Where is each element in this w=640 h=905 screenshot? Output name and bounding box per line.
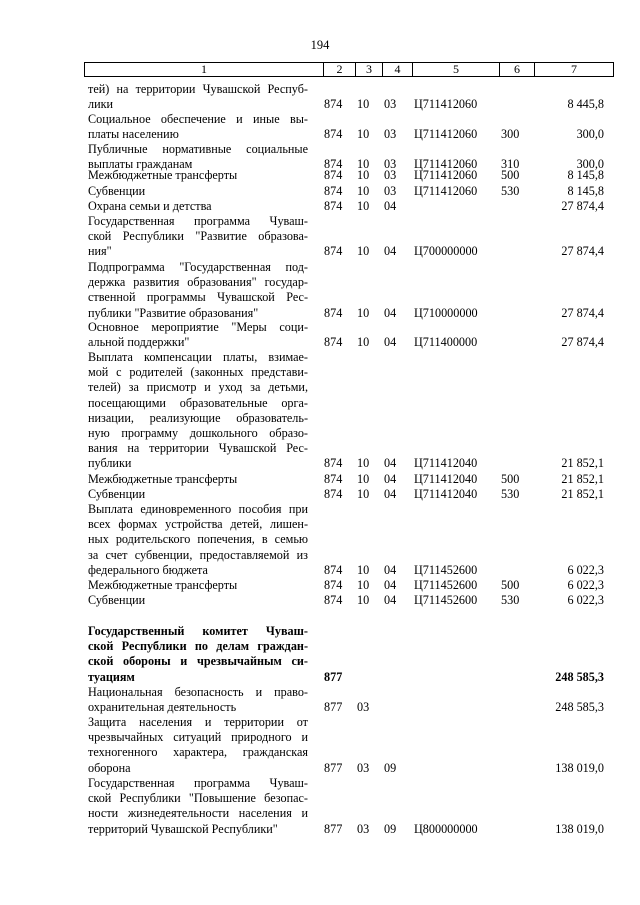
header-col-7: 7 bbox=[571, 62, 577, 76]
row-c5: Ц711412060 bbox=[414, 184, 478, 198]
row-description-line: ных родительского попечения, в семью bbox=[88, 532, 308, 547]
row-c6: 300 bbox=[501, 127, 520, 142]
row-description-line: ния" bbox=[88, 244, 112, 259]
row-description-line: всех формах устройства детей, лишен- bbox=[88, 517, 308, 532]
row-c7: 27 874,4 bbox=[561, 199, 604, 213]
row-description-line: Субвенции bbox=[88, 487, 146, 501]
row-c4: 04 bbox=[384, 487, 397, 501]
header-col-1: 1 bbox=[85, 63, 324, 76]
row-description-line: Основное мероприятие "Меры соци- bbox=[88, 320, 308, 334]
row-c5: Ц711412060 bbox=[414, 157, 478, 172]
row-c7: 300,0 bbox=[576, 127, 604, 142]
row-c7: 248 585,3 bbox=[555, 700, 604, 715]
row-description-line: Субвенции bbox=[88, 184, 146, 198]
row-description-line: федерального бюджета bbox=[88, 562, 208, 577]
row-c2: 874 bbox=[324, 199, 343, 213]
row-description-line: техногенного характера, гражданская bbox=[88, 745, 308, 760]
row-c4: 03 bbox=[384, 127, 397, 142]
row-description-line: низации, реализующие образователь- bbox=[88, 410, 308, 425]
row-c7: 138 019,0 bbox=[555, 760, 604, 775]
row-c5: Ц711412060 bbox=[414, 127, 478, 142]
row-c3: 10 bbox=[357, 305, 370, 320]
row-description-line: выплаты гражданам bbox=[88, 157, 193, 172]
row-c7: 6 022,3 bbox=[567, 562, 604, 577]
row-c2: 877 bbox=[324, 821, 343, 836]
row-c7: 6 022,3 bbox=[567, 593, 604, 607]
row-c7: 8 145,8 bbox=[567, 168, 604, 182]
row-c2: 874 bbox=[324, 472, 343, 486]
page-number: 194 bbox=[310, 38, 330, 52]
row-c2: 877 bbox=[324, 700, 343, 715]
row-description-line: ности жизнедеятельности населения и bbox=[88, 806, 308, 821]
row-description-line: вания на территории Чувашской Рес- bbox=[88, 441, 308, 456]
row-description-line: Подпрограмма "Государственная под- bbox=[88, 260, 308, 274]
row-description-line: Защита населения и территории от bbox=[88, 715, 308, 729]
row-c5: Ц711412040 bbox=[414, 456, 478, 471]
row-c4: 03 bbox=[384, 168, 397, 182]
row-c4: 03 bbox=[384, 184, 397, 198]
row-description-line: ской Республики "Повышение безопас- bbox=[88, 791, 308, 806]
row-c2: 874 bbox=[324, 244, 343, 259]
row-c2: 874 bbox=[324, 456, 343, 471]
row-c7: 300,0 bbox=[576, 157, 604, 172]
row-c5: Ц711412060 bbox=[414, 97, 478, 112]
row-description-line: ской обороны и чрезвычайным си- bbox=[88, 654, 308, 669]
row-c2: 874 bbox=[324, 184, 343, 198]
row-description-line: мой с родителей (законных представи- bbox=[88, 365, 308, 380]
row-c7: 8 145,8 bbox=[567, 184, 604, 198]
row-c3: 03 bbox=[357, 760, 370, 775]
row-description-line: телей) за присмотр и уход за детьми, bbox=[88, 380, 308, 395]
row-c2: 874 bbox=[324, 305, 343, 320]
row-description-line: территорий Чувашской Республики" bbox=[88, 821, 278, 836]
row-c7: 248 585,3 bbox=[555, 669, 604, 684]
row-description-line: оборона bbox=[88, 760, 131, 775]
row-c4: 04 bbox=[384, 244, 397, 259]
row-c2: 874 bbox=[324, 593, 343, 607]
row-description-line: ственной программы Чувашской Рес- bbox=[88, 290, 308, 305]
row-description-line: Межбюджетные трансферты bbox=[88, 168, 238, 182]
row-c3: 10 bbox=[357, 199, 370, 213]
row-c4: 04 bbox=[384, 472, 397, 486]
row-description-line: публики bbox=[88, 456, 132, 471]
row-c2: 874 bbox=[324, 157, 343, 172]
row-c3: 03 bbox=[357, 700, 370, 715]
row-description-line: Охрана семьи и детства bbox=[88, 199, 212, 213]
row-c2: 877 bbox=[324, 760, 343, 775]
row-description-line: Выплата единовременного пособия при bbox=[88, 502, 308, 516]
row-description-line: платы населению bbox=[88, 127, 179, 142]
row-c5: Ц711400000 bbox=[414, 335, 478, 350]
row-description-line: за счет субвенции, предоставляемой из bbox=[88, 547, 308, 562]
row-c3: 10 bbox=[357, 97, 370, 112]
row-c2: 874 bbox=[324, 562, 343, 577]
row-description-line: Социальное обеспечение и иные вы- bbox=[88, 112, 308, 126]
row-description-line: Государственная программа Чуваш- bbox=[88, 214, 308, 228]
row-c2: 874 bbox=[324, 487, 343, 501]
row-description-line: тей) на территории Чувашской Респуб- bbox=[88, 82, 308, 96]
row-c7: 21 852,1 bbox=[561, 472, 604, 486]
row-c3: 10 bbox=[357, 157, 370, 172]
row-description-line: туациям bbox=[88, 669, 135, 684]
row-c6: 500 bbox=[501, 578, 520, 592]
row-c3: 10 bbox=[357, 578, 370, 592]
row-description-line: ской Республики "Развитие образова- bbox=[88, 229, 308, 244]
row-c5: Ц711452600 bbox=[414, 562, 478, 577]
row-c2: 874 bbox=[324, 97, 343, 112]
row-description-line: Субвенции bbox=[88, 593, 146, 607]
row-description-line: чрезвычайных ситуаций природного и bbox=[88, 730, 308, 745]
row-c5: Ц711412040 bbox=[414, 472, 478, 486]
row-c7: 6 022,3 bbox=[567, 578, 604, 592]
row-c7: 27 874,4 bbox=[561, 244, 604, 259]
row-c4: 04 bbox=[384, 593, 397, 607]
row-c6: 530 bbox=[501, 593, 520, 607]
row-c4: 03 bbox=[384, 97, 397, 112]
header-col-6: 6 bbox=[500, 63, 535, 76]
row-c3: 10 bbox=[357, 593, 370, 607]
row-c4: 04 bbox=[384, 578, 397, 592]
row-description-line: альной поддержки" bbox=[88, 335, 190, 350]
row-description-line: охранительная деятельность bbox=[88, 700, 237, 715]
row-c7: 27 874,4 bbox=[561, 335, 604, 350]
row-c2: 874 bbox=[324, 335, 343, 350]
row-c4: 09 bbox=[384, 821, 397, 836]
row-c6: 530 bbox=[501, 184, 520, 198]
row-c5: Ц710000000 bbox=[414, 305, 478, 320]
row-c3: 10 bbox=[357, 456, 370, 471]
row-c5: Ц711412060 bbox=[414, 168, 478, 182]
row-c3: 10 bbox=[357, 127, 370, 142]
row-description-line: лики bbox=[88, 97, 114, 112]
row-c4: 09 bbox=[384, 760, 397, 775]
row-c5: Ц711452600 bbox=[414, 593, 478, 607]
row-c6: 530 bbox=[501, 487, 520, 501]
row-c2: 877 bbox=[324, 669, 343, 684]
row-c2: 874 bbox=[324, 168, 343, 182]
row-description-line: Публичные нормативные социальные bbox=[88, 142, 308, 156]
row-c6: 500 bbox=[501, 168, 520, 182]
row-description-line: ную программу дошкольного образо- bbox=[88, 426, 308, 440]
header-col-5: 5 bbox=[413, 63, 500, 76]
row-c5: Ц711412040 bbox=[414, 487, 478, 501]
row-c5: Ц711452600 bbox=[414, 578, 478, 592]
row-description-line: Межбюджетные трансферты bbox=[88, 472, 238, 486]
row-c6: 500 bbox=[501, 472, 520, 486]
row-c7: 27 874,4 bbox=[561, 305, 604, 320]
row-c3: 10 bbox=[357, 244, 370, 259]
row-description-line: ской Республики по делам граждан- bbox=[88, 639, 308, 654]
row-c4: 04 bbox=[384, 562, 397, 577]
row-c7: 138 019,0 bbox=[555, 821, 604, 836]
row-description-line: посещающими образовательные орга- bbox=[88, 395, 308, 410]
row-c4: 03 bbox=[384, 157, 397, 172]
row-c5: Ц800000000 bbox=[414, 821, 478, 836]
row-c4: 04 bbox=[384, 335, 397, 350]
row-c7: 8 445,8 bbox=[567, 97, 604, 112]
row-c4: 04 bbox=[384, 456, 397, 471]
row-c4: 04 bbox=[384, 305, 397, 320]
row-c7: 21 852,1 bbox=[561, 456, 604, 471]
row-c3: 10 bbox=[357, 168, 370, 182]
row-description-line: Государственный комитет Чуваш- bbox=[88, 624, 308, 638]
row-description-line: держка развития образования" государ- bbox=[88, 275, 308, 290]
row-description-line: Государственная программа Чуваш- bbox=[88, 776, 308, 790]
row-c2: 874 bbox=[324, 578, 343, 592]
table-header bbox=[84, 62, 614, 77]
row-c3: 10 bbox=[357, 335, 370, 350]
row-description-line: Выплата компенсации платы, взимае- bbox=[88, 350, 308, 364]
row-c6: 310 bbox=[501, 157, 520, 172]
row-c3: 03 bbox=[357, 821, 370, 836]
row-c3: 10 bbox=[357, 184, 370, 198]
header-col-2: 2 bbox=[324, 63, 356, 76]
row-c7: 21 852,1 bbox=[561, 487, 604, 501]
row-description-line: Национальная безопасность и право- bbox=[88, 685, 308, 699]
row-c3: 10 bbox=[357, 472, 370, 486]
row-description-line: публики "Развитие образования" bbox=[88, 305, 259, 320]
header-col-4: 4 bbox=[383, 63, 413, 76]
row-c3: 10 bbox=[357, 487, 370, 501]
row-c2: 874 bbox=[324, 127, 343, 142]
row-c5: Ц700000000 bbox=[414, 244, 478, 259]
row-c4: 04 bbox=[384, 199, 397, 213]
row-c3: 10 bbox=[357, 562, 370, 577]
row-description-line: Межбюджетные трансферты bbox=[88, 578, 238, 592]
header-col-3: 3 bbox=[356, 63, 383, 76]
